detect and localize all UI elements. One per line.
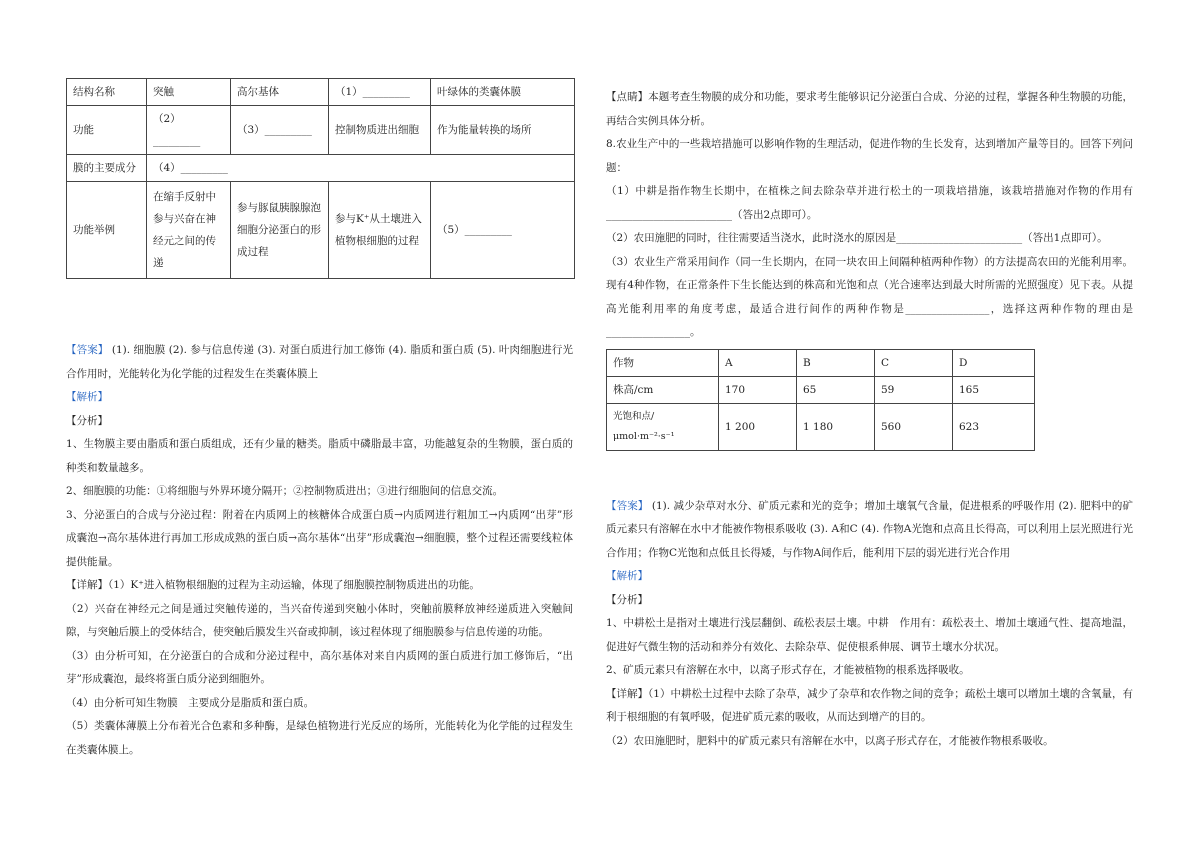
table-cell: 参与豚鼠胰腺腺泡细胞分泌蛋白的形成过程 bbox=[231, 182, 329, 279]
question-8-part-2: （2）农田施肥的同时，往往需要适当浇水，此时浇水的原因是________________________（答出1点即可）。 bbox=[606, 232, 1108, 244]
left-column bbox=[66, 78, 573, 762]
paragraph: （4）由分析可知生物膜 主要成分是脂质和蛋白质。 bbox=[66, 696, 315, 709]
crop-table bbox=[606, 349, 1035, 451]
table-cell: （5）_________ bbox=[431, 182, 575, 279]
table-cell: 株高/cm bbox=[607, 376, 719, 403]
paragraph: （5）类囊体薄膜上分布着光合色素和多种酶，是绿色植物进行光反应的场所，光能转化为化学能的过程发生在类囊体膜上。 bbox=[66, 720, 573, 756]
paragraph: 3、分泌蛋白的合成与分泌过程：附着在内质网上的核糖体合成蛋白质→内质网进行粗加工→内质网“出芽”形成囊泡→高尔基体进行再加工形成成熟的蛋白质→高尔基体“出芽”形成囊泡→细胞膜，整个过程还需要线粒体提供能量。 bbox=[66, 508, 573, 568]
table-row bbox=[67, 106, 575, 155]
paragraph: 2、矿质元素只有溶解在水中，以离子形式存在，才能被植物的根系选择吸收。 bbox=[606, 664, 970, 676]
table-cell: 65 bbox=[797, 376, 875, 403]
paragraph: （3）由分析可知，在分泌蛋白的合成和分泌过程中，高尔基体对来自内质网的蛋白质进行加工修饰后，“出芽”形成囊泡，最终将蛋白质分泌到细胞外。 bbox=[66, 649, 573, 685]
paragraph: （2）兴奋在神经元之间是通过突触传递的，当兴奋传递到突触小体时，突触前膜释放神经递质进入突触间隙，与突触后膜上的受体结合，使突触后膜发生兴奋或抑制，该过程体现了细胞膜参与信息传递的功能。 bbox=[66, 602, 573, 638]
table-cell: 59 bbox=[875, 376, 953, 403]
table-header-cell: 作物 bbox=[607, 349, 719, 376]
table-cell: 在缩手反射中参与兴奋在神经元之间的传递 bbox=[147, 182, 231, 279]
answer-text: (1). 细胞膜 (2). 参与信息传递 (3). 对蛋白质进行加工修饰 (4). 脂质和蛋白质 (5). 叶肉细胞进行光合作用时，光能转化为化学能的过程发生在类囊体膜上 bbox=[66, 344, 574, 380]
fenxi-heading: 【分析】 bbox=[606, 593, 648, 606]
table-cell: （3）_________ bbox=[231, 106, 329, 155]
table-header-cell: A bbox=[719, 349, 797, 376]
paragraph: 1、生物膜主要由脂质和蛋白质组成，还有少量的糖类。脂质中磷脂最丰富，功能越复杂的生物膜，蛋白质的种类和数量越多。 bbox=[66, 438, 573, 474]
dianjing-paragraph: 【点睛】本题考查生物膜的成分和功能，要求考生能够识记分泌蛋白合成、分泌的过程，掌握各种生物膜的功能，再结合实例具体分析。 bbox=[606, 91, 1133, 127]
question-8-part-1: （1）中耕是指作物生长期中，在植株之间去除杂草并进行松土的一项栽培措施，该栽培措施对作物的作用有________________________（答出2点即可）。 bbox=[606, 185, 1133, 221]
table-cell: 突触 bbox=[147, 79, 231, 106]
table-cell: 623 bbox=[953, 403, 1035, 450]
answer-paragraph bbox=[66, 339, 573, 386]
paragraph: 【详解】（1）K⁺进入植物根细胞的过程为主动运输，体现了细胞膜控制物质进出的功能。 bbox=[66, 579, 480, 591]
table-cell: 560 bbox=[875, 403, 953, 450]
fenxi-heading: 【分析】 bbox=[66, 414, 108, 427]
table-cell: 控制物质进出细胞 bbox=[329, 106, 431, 155]
table-cell: 165 bbox=[953, 376, 1035, 403]
paragraph: 1、中耕松土是指对土壤进行浅层翻倒、疏松表层土壤。中耕 作用有：疏松表土、增加土壤通气性、提高地温，促进好气微生物的活动和养分有效化、去除杂草、促使根系伸展、调节土壤水分状况。 bbox=[606, 617, 1133, 653]
table-cell: 结构名称 bbox=[67, 79, 147, 106]
paragraph: （2）农田施肥时，肥料中的矿质元素只有溶解在水中，以离子形式存在，才能被作物根系吸收。 bbox=[606, 734, 1054, 747]
question-8-part-3: （3）农业生产常采用间作（同一生长期内，在同一块农田上间隔种植两种作物）的方法提高农田的光能利用率。现有4种作物，在正常条件下生长能达到的株高和光饱和点（光合速率达到最大时所需的光照强度）见下表。从提高光能利用率的角度考虑，最适合进行间作的两种作物是________________，选择这两种作物的理由是________________。 bbox=[606, 255, 1133, 338]
answer-tag: 【答案】 bbox=[66, 344, 109, 356]
jiexi-tag: 【解析】 bbox=[66, 391, 108, 403]
table-row bbox=[67, 79, 575, 106]
table-cell: 膜的主要成分 bbox=[67, 155, 147, 182]
table-header-row bbox=[607, 349, 1035, 376]
table-cell: （2）_________ bbox=[147, 106, 231, 155]
table-cell: 1 180 bbox=[797, 403, 875, 450]
right-column bbox=[606, 78, 1133, 753]
table-cell: （1）_________ bbox=[329, 79, 431, 106]
paragraph: 【详解】（1）中耕松土过程中去除了杂草，减少了杂草和农作物之间的竞争；疏松土壤可以增加土壤的含氧量，有利于根细胞的有氧呼吸，促进矿质元素的吸收，从而达到增产的目的。 bbox=[606, 687, 1133, 723]
table-cell: 1 200 bbox=[719, 403, 797, 450]
table-cell: 参与K⁺从土壤进入植物根细胞的过程 bbox=[329, 182, 431, 279]
membrane-table bbox=[66, 78, 575, 279]
answer-text: (1). 减少杂草对水分、矿质元素和光的竞争；增加土壤氧气含量，促进根系的呼吸作用 (2). 肥料中的矿质元素只有溶解在水中才能被作物根系吸收 (3). A和C (4). 作物A光饱和点高且长得高，可以利用上层光照进行光合作用；作物C光饱和点低且长得矮，与作物A间作后，能利用下层的弱光进行光合作用 bbox=[606, 499, 1134, 559]
table-cell: （4）_________ bbox=[147, 155, 575, 182]
table-cell: 作为能量转换的场所 bbox=[431, 106, 575, 155]
table-cell: 叶绿体的类囊体膜 bbox=[431, 79, 575, 106]
table-cell: 功能举例 bbox=[67, 182, 147, 279]
table-cell: 光饱和点/μmol·m⁻²·s⁻¹ bbox=[607, 403, 719, 450]
table-header-cell: B bbox=[797, 349, 875, 376]
answer-tag: 【答案】 bbox=[606, 499, 649, 512]
table-header-cell: D bbox=[953, 349, 1035, 376]
table-row bbox=[607, 403, 1035, 450]
table-header-cell: C bbox=[875, 349, 953, 376]
table-row bbox=[607, 376, 1035, 403]
table-cell: 功能 bbox=[67, 106, 147, 155]
answer-paragraph bbox=[606, 495, 1133, 566]
question-8-intro: 8.农业生产中的一些栽培措施可以影响作物的生理活动，促进作物的生长发育，达到增加产量等目的。回答下列问题： bbox=[606, 138, 1133, 174]
table-row bbox=[67, 182, 575, 279]
jiexi-tag: 【解析】 bbox=[606, 570, 648, 582]
paragraph: 2、细胞膜的功能：①将细胞与外界环境分隔开；②控制物质进出；③进行细胞间的信息交流。 bbox=[66, 485, 504, 497]
table-row bbox=[67, 155, 575, 182]
table-cell: 高尔基体 bbox=[231, 79, 329, 106]
table-cell: 170 bbox=[719, 376, 797, 403]
